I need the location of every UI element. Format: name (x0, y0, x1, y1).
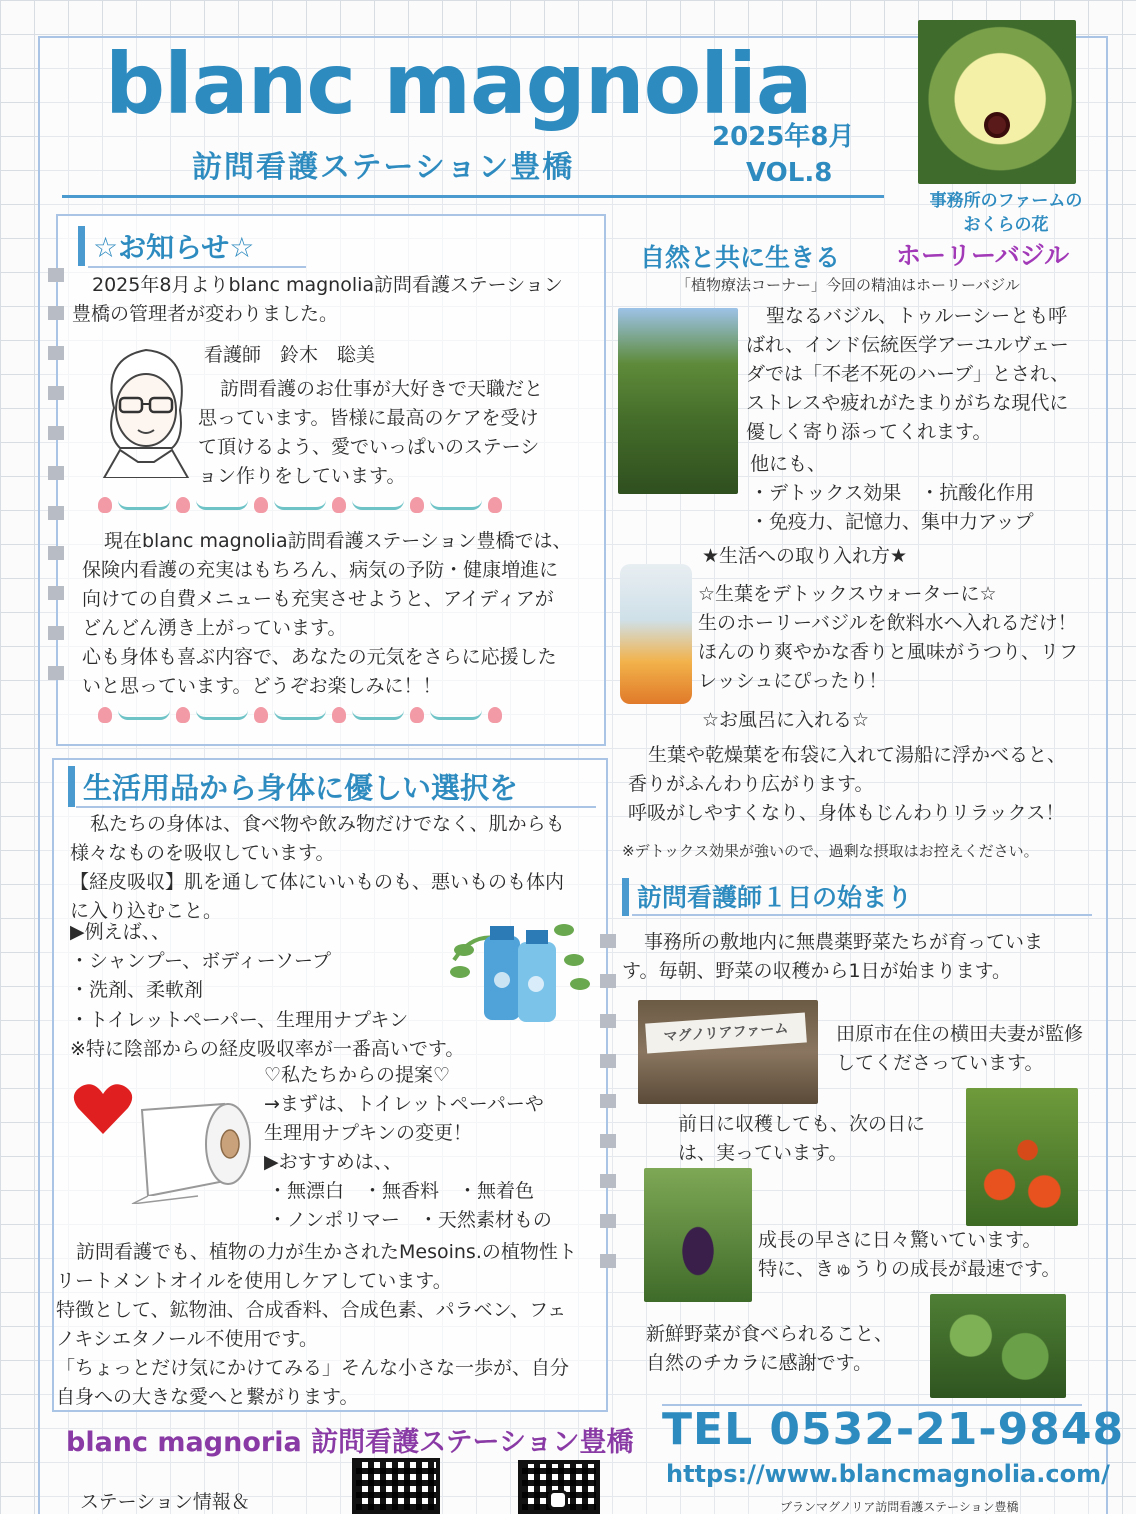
station-info-label: ステーション情報＆ (80, 1491, 250, 1513)
bath-title: ☆お風呂に入れる☆ (702, 709, 870, 731)
notice-intro-2: 豊橋の管理者が変わりました。 (72, 303, 339, 325)
basil-desc-line: 聖なるバジル、トゥルーシーとも呼 (766, 305, 1068, 327)
binder-mark (600, 1134, 616, 1148)
closing-line: 自身への大きな愛へと繋がります。 (56, 1386, 359, 1408)
farm-sign: マグノリアファーム (645, 1012, 807, 1053)
binder-mark (600, 1254, 616, 1268)
binder-mark (600, 1014, 616, 1028)
products-line: 様々なものを吸収しています。 (70, 842, 335, 864)
newsletter-subtitle: 訪問看護ステーション豊橋 (192, 150, 575, 185)
decorative-border-bottom (92, 704, 572, 728)
growth-line-2: 特に、きゅうりの成長が最速です。 (758, 1258, 1061, 1280)
closing-line: ノキシエタノール不使用です。 (56, 1328, 319, 1350)
basil-effects-line: ・デトックス効果 ・抗酸化作用 (750, 482, 1035, 504)
staff-message-3: て頂けるよう、愛でいっぱいのステーシ (198, 436, 540, 458)
eggplant-photo (644, 1168, 752, 1302)
supervise-line-2: してくださっています。 (836, 1052, 1044, 1074)
basil-title-left: 自然と共に生きる (640, 243, 841, 272)
notice-paragraph-4: どんどん湧き上がっています。 (82, 617, 347, 639)
basil-effects-line: ・免疫力、記憶力、集中力アップ (750, 511, 1034, 533)
website-link[interactable]: https://www.blancmagnolia.com/ (666, 1460, 1110, 1488)
detox-line: レッシュにぴったり！ (698, 670, 888, 692)
binder-mark (600, 1174, 616, 1188)
binder-mark (48, 626, 64, 640)
basil-desc-line: 優しく寄り添ってくれます。 (746, 421, 992, 443)
products-line: に入り込むこと。 (70, 900, 223, 922)
binder-mark (48, 268, 64, 282)
basil-note: ※デトックス効果が強いので、過剰な摂取はお控えください。 (622, 842, 1039, 860)
staff-message-2: 思っています。皆様に最高のケアを受け (198, 407, 539, 429)
newsletter-logo: blanc magnolia (105, 35, 812, 133)
binder-mark (48, 546, 64, 560)
binder-mark (48, 506, 64, 520)
proposal-line: ・無漂白 ・無香料 ・無着色 (268, 1180, 535, 1202)
closing-line: 特徴として、鉱物油、合成香料、合成色素、パラベン、フェ (56, 1299, 567, 1321)
binder-mark (48, 306, 64, 320)
notice-intro-1: 2025年8月よりblanc magnolia訪問看護ステーション (92, 274, 563, 296)
issue-volume: VOL.8 (746, 158, 833, 188)
footer-small-name: ブランマグノリア訪問看護ステーション豊橋 (780, 1500, 1019, 1514)
holy-basil-photo (618, 308, 738, 494)
basil-effects-line: 他にも、 (750, 453, 827, 475)
detox-water-photo (620, 564, 692, 704)
binder-mark (48, 586, 64, 600)
binder-mark (600, 1054, 616, 1068)
supervise-line-1: 田原市在住の横田夫妻が監修 (836, 1023, 1084, 1045)
farm-sign-photo (638, 1000, 818, 1104)
okra-photo-caption: 事務所のファームの おくらの花 (929, 191, 1083, 235)
products-line: 私たちの身体は、食べ物や飲み物だけでなく、肌からも (90, 813, 565, 835)
morning-title-rule (632, 914, 1092, 916)
detox-line: ほんのり爽やかな香りと風味がうつり、リフ (698, 641, 1079, 663)
basil-desc-line: ばれ、インド伝統医学アーユルヴェー (746, 334, 1069, 356)
phone-number[interactable]: TEL 0532-21-9848 (662, 1404, 1125, 1455)
binder-mark (600, 974, 616, 988)
notice-title: ☆お知らせ☆ (78, 226, 254, 266)
qr-code[interactable] (352, 1458, 440, 1514)
heart-icon (72, 1080, 134, 1136)
okra-flower-photo (918, 20, 1076, 184)
binder-mark (48, 426, 64, 440)
basil-subtitle: 「植物療法コーナー」今回の精油はホーリーバジル (676, 276, 1020, 294)
toilet-paper-illustration (128, 1100, 258, 1204)
header-rule (62, 195, 884, 198)
binder-mark (48, 466, 64, 480)
proposal-line: ・ノンポリマー ・天然素材もの (268, 1209, 552, 1231)
staff-name: 看護師 鈴木 聡美 (204, 344, 376, 366)
thanks-line-2: 自然のチカラに感謝です。 (646, 1352, 873, 1374)
bath-line: 生葉や乾燥葉を布袋に入れて湯船に浮かべると、 (648, 744, 1067, 766)
products-line: ・洗剤、柔軟剤 (70, 979, 204, 1001)
products-line: ▶例えば、、 (70, 921, 171, 943)
bath-line: 呼吸がしやすくなり、身体もじんわりリラックス！ (628, 802, 1065, 824)
notice-paragraph-6: いと思っています。どうぞお楽しみに！！ (82, 675, 442, 697)
bottles-illustration (444, 900, 594, 1026)
binder-mark (600, 1214, 616, 1228)
closing-line: リートメントオイルを使用しケアしています。 (56, 1270, 452, 1292)
binder-mark (48, 346, 64, 360)
footer-station-name: blanc magnoria 訪問看護ステーション豊橋 (66, 1427, 634, 1458)
proposal-line: ▶おすすめは、、 (264, 1151, 403, 1173)
products-line: 【経皮吸収】肌を通して体にいいものも、悪いものも体内 (70, 871, 565, 893)
bath-line: 香りがふんわり広がります。 (628, 773, 874, 795)
detox-line: ☆生葉をデトックスウォーターに☆ (698, 583, 997, 605)
basil-title-right: ホーリーバジル (896, 241, 1070, 270)
notice-paragraph-1: 現在blanc magnolia訪問看護ステーション豊橋では、 (104, 530, 572, 552)
notice-title-rule (88, 266, 306, 268)
instagram-icon (548, 1490, 568, 1510)
products-line: ・シャンプー、ボディーソープ (70, 950, 332, 972)
notice-paragraph-2: 保険内看護の充実はもちろん、病気の予防・健康増進に (82, 559, 559, 581)
notice-paragraph-3: 向けての自費メニューも充実させようと、アイディアが (82, 588, 554, 610)
closing-line: 訪問看護でも、植物の力が生かされたMesoins.の植物性ト (76, 1241, 577, 1263)
staff-message-4: ョン作りをしています。 (198, 465, 406, 487)
growth-line-1: 成長の早さに日々驚いています。 (758, 1229, 1042, 1251)
proposal-line: 生理用ナプキンの変更！ (264, 1122, 473, 1144)
tomato-photo (966, 1088, 1078, 1226)
detox-line: 生のホーリーバジルを飲料水へ入れるだけ！ (698, 612, 1077, 634)
products-title: 生活用品から身体に優しい選択を (68, 766, 518, 807)
binder-mark (48, 386, 64, 400)
morning-intro-2: す。毎朝、野菜の収穫から1日が始まります。 (622, 960, 1012, 982)
basil-howto-title: ★生活への取り入れ方★ (702, 545, 908, 567)
harvest-line-2: は、実っています。 (678, 1142, 848, 1164)
morning-title: 訪問看護師１日の始まり (622, 878, 912, 916)
harvest-line-1: 前日に収穫しても、次の日に (678, 1113, 926, 1135)
decorative-border-top (92, 494, 572, 518)
binder-mark (600, 934, 616, 948)
thanks-line-1: 新鮮野菜が食べられること、 (646, 1323, 894, 1345)
proposal-line: ♡私たちからの提案♡ (264, 1064, 451, 1086)
morning-intro-1: 事務所の敷地内に無農薬野菜たちが育っていま (644, 931, 1044, 953)
vegetable-leaves-photo (930, 1294, 1066, 1398)
products-title-rule (76, 806, 596, 808)
products-line: ※特に陰部からの経皮吸収率が一番高いです。 (70, 1038, 465, 1060)
binder-mark (600, 1094, 616, 1108)
closing-line: 「ちょっとだけ気にかけてみる」そんな小さな一歩が、自分 (56, 1357, 570, 1379)
binder-mark (48, 666, 64, 680)
proposal-line: →まずは、トイレットペーパーや (264, 1093, 544, 1115)
issue-date: 2025年8月 (712, 122, 855, 152)
basil-desc-line: ストレスや疲れがたまりがちな現代に (746, 392, 1069, 414)
staff-message-1: 訪問看護のお仕事が大好きで天職だと (220, 378, 544, 400)
notice-paragraph-5: 心も身体も喜ぶ内容で、あなたの元気をさらに応援した (82, 646, 557, 668)
basil-desc-line: ダでは「不老不死のハーブ」とされ、 (746, 363, 1070, 385)
nurse-portrait-illustration (94, 338, 198, 478)
products-line: ・トイレットペーパー、生理用ナプキン (70, 1009, 409, 1031)
